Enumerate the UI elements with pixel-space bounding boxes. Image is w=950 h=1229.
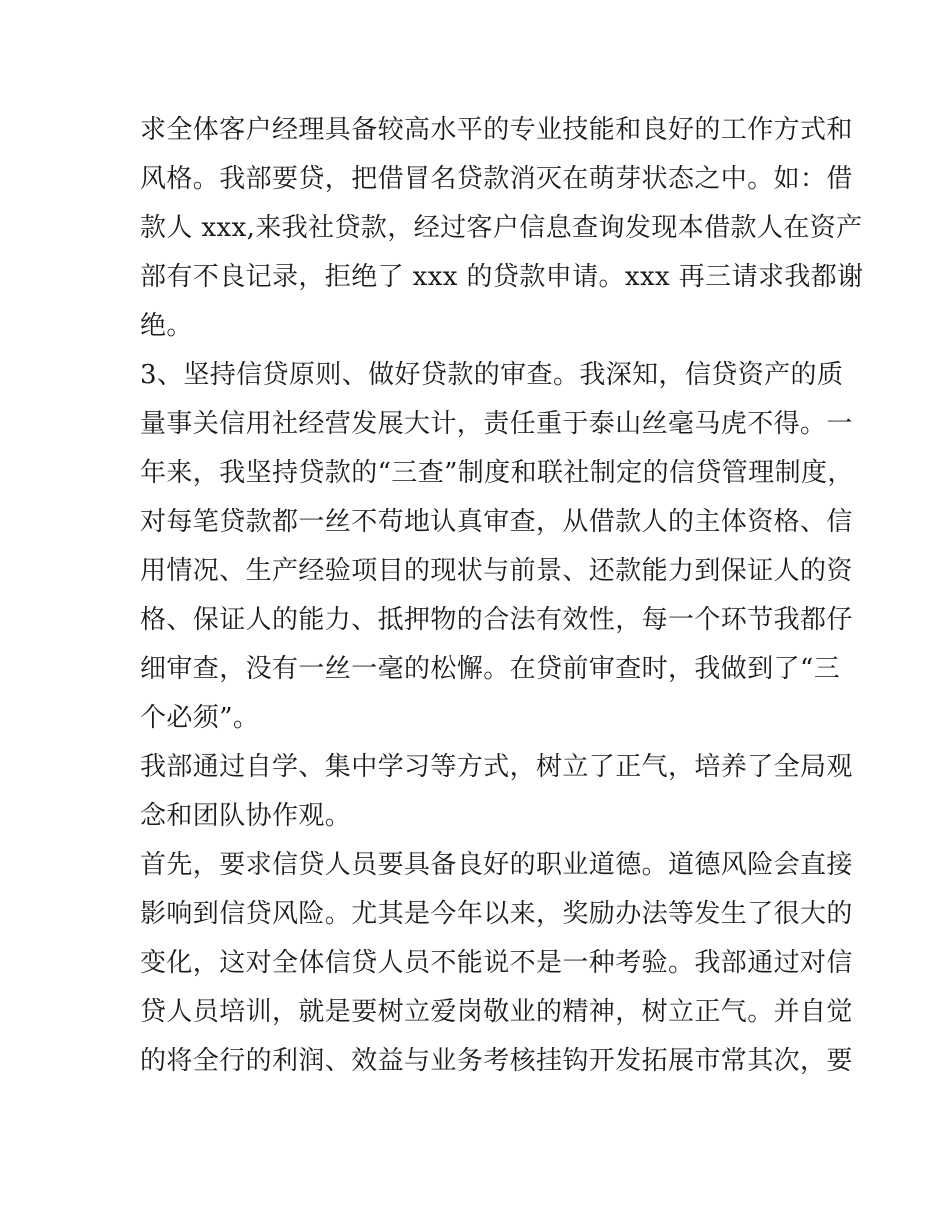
text-line: 年来，我坚持贷款的“三查”制度和联社制定的信贷管理制度， <box>140 458 854 488</box>
text-line: 格、保证人的能力、抵押物的合法有效性，每一个环节我都仔 <box>140 605 853 635</box>
text-line: 量事关信用社经营发展大计，责任重于泰山丝毫马虎不得。一 <box>140 409 853 439</box>
text-line: 念和团队协作观。 <box>140 801 352 831</box>
text-line: 风格。我部要贷，把借冒名贷款消灭在萌芽状态之中。如：借 <box>140 164 853 194</box>
text-line: 用情况、生产经验项目的现状与前景、还款能力到保证人的资 <box>140 556 853 586</box>
text-line: 部有不良记录，拒绝了 xxx 的贷款申请。xxx 再三请求我都谢 <box>140 262 864 292</box>
text-line: 贷人员培训，就是要树立爱岗敬业的精神，树立正气。并自觉 <box>140 997 853 1027</box>
text-line: 绝。 <box>140 311 193 341</box>
text-line: 款人 xxx,来我社贷款，经过客户信息查询发现本借款人在资产 <box>140 213 863 243</box>
text-line: 3、坚持信贷原则、做好贷款的审查。我深知，信贷资产的质 <box>140 360 844 390</box>
text-line: 求全体客户经理具备较高水平的专业技能和良好的工作方式和 <box>140 115 853 145</box>
text-line: 的将全行的利润、效益与业务考核挂钩开发拓展市常其次，要 <box>140 1046 853 1076</box>
text-line: 我部通过自学、集中学习等方式，树立了正气，培养了全局观 <box>140 752 853 782</box>
text-line: 个必须”。 <box>140 703 260 733</box>
text-line: 变化，这对全体信贷人员不能说不是一种考验。我部通过对信 <box>140 948 853 978</box>
text-line: 影响到信贷风险。尤其是今年以来，奖励办法等发生了很大的 <box>140 899 853 929</box>
document-body <box>140 110 864 1090</box>
text-line: 细审查，没有一丝一毫的松懈。在贷前审查时，我做到了“三 <box>140 654 841 684</box>
text-line: 对每笔贷款都一丝不苟地认真审查，从借款人的主体资格、信 <box>140 507 853 537</box>
text-line: 首先，要求信贷人员要具备良好的职业道德。道德风险会直接 <box>140 850 853 880</box>
